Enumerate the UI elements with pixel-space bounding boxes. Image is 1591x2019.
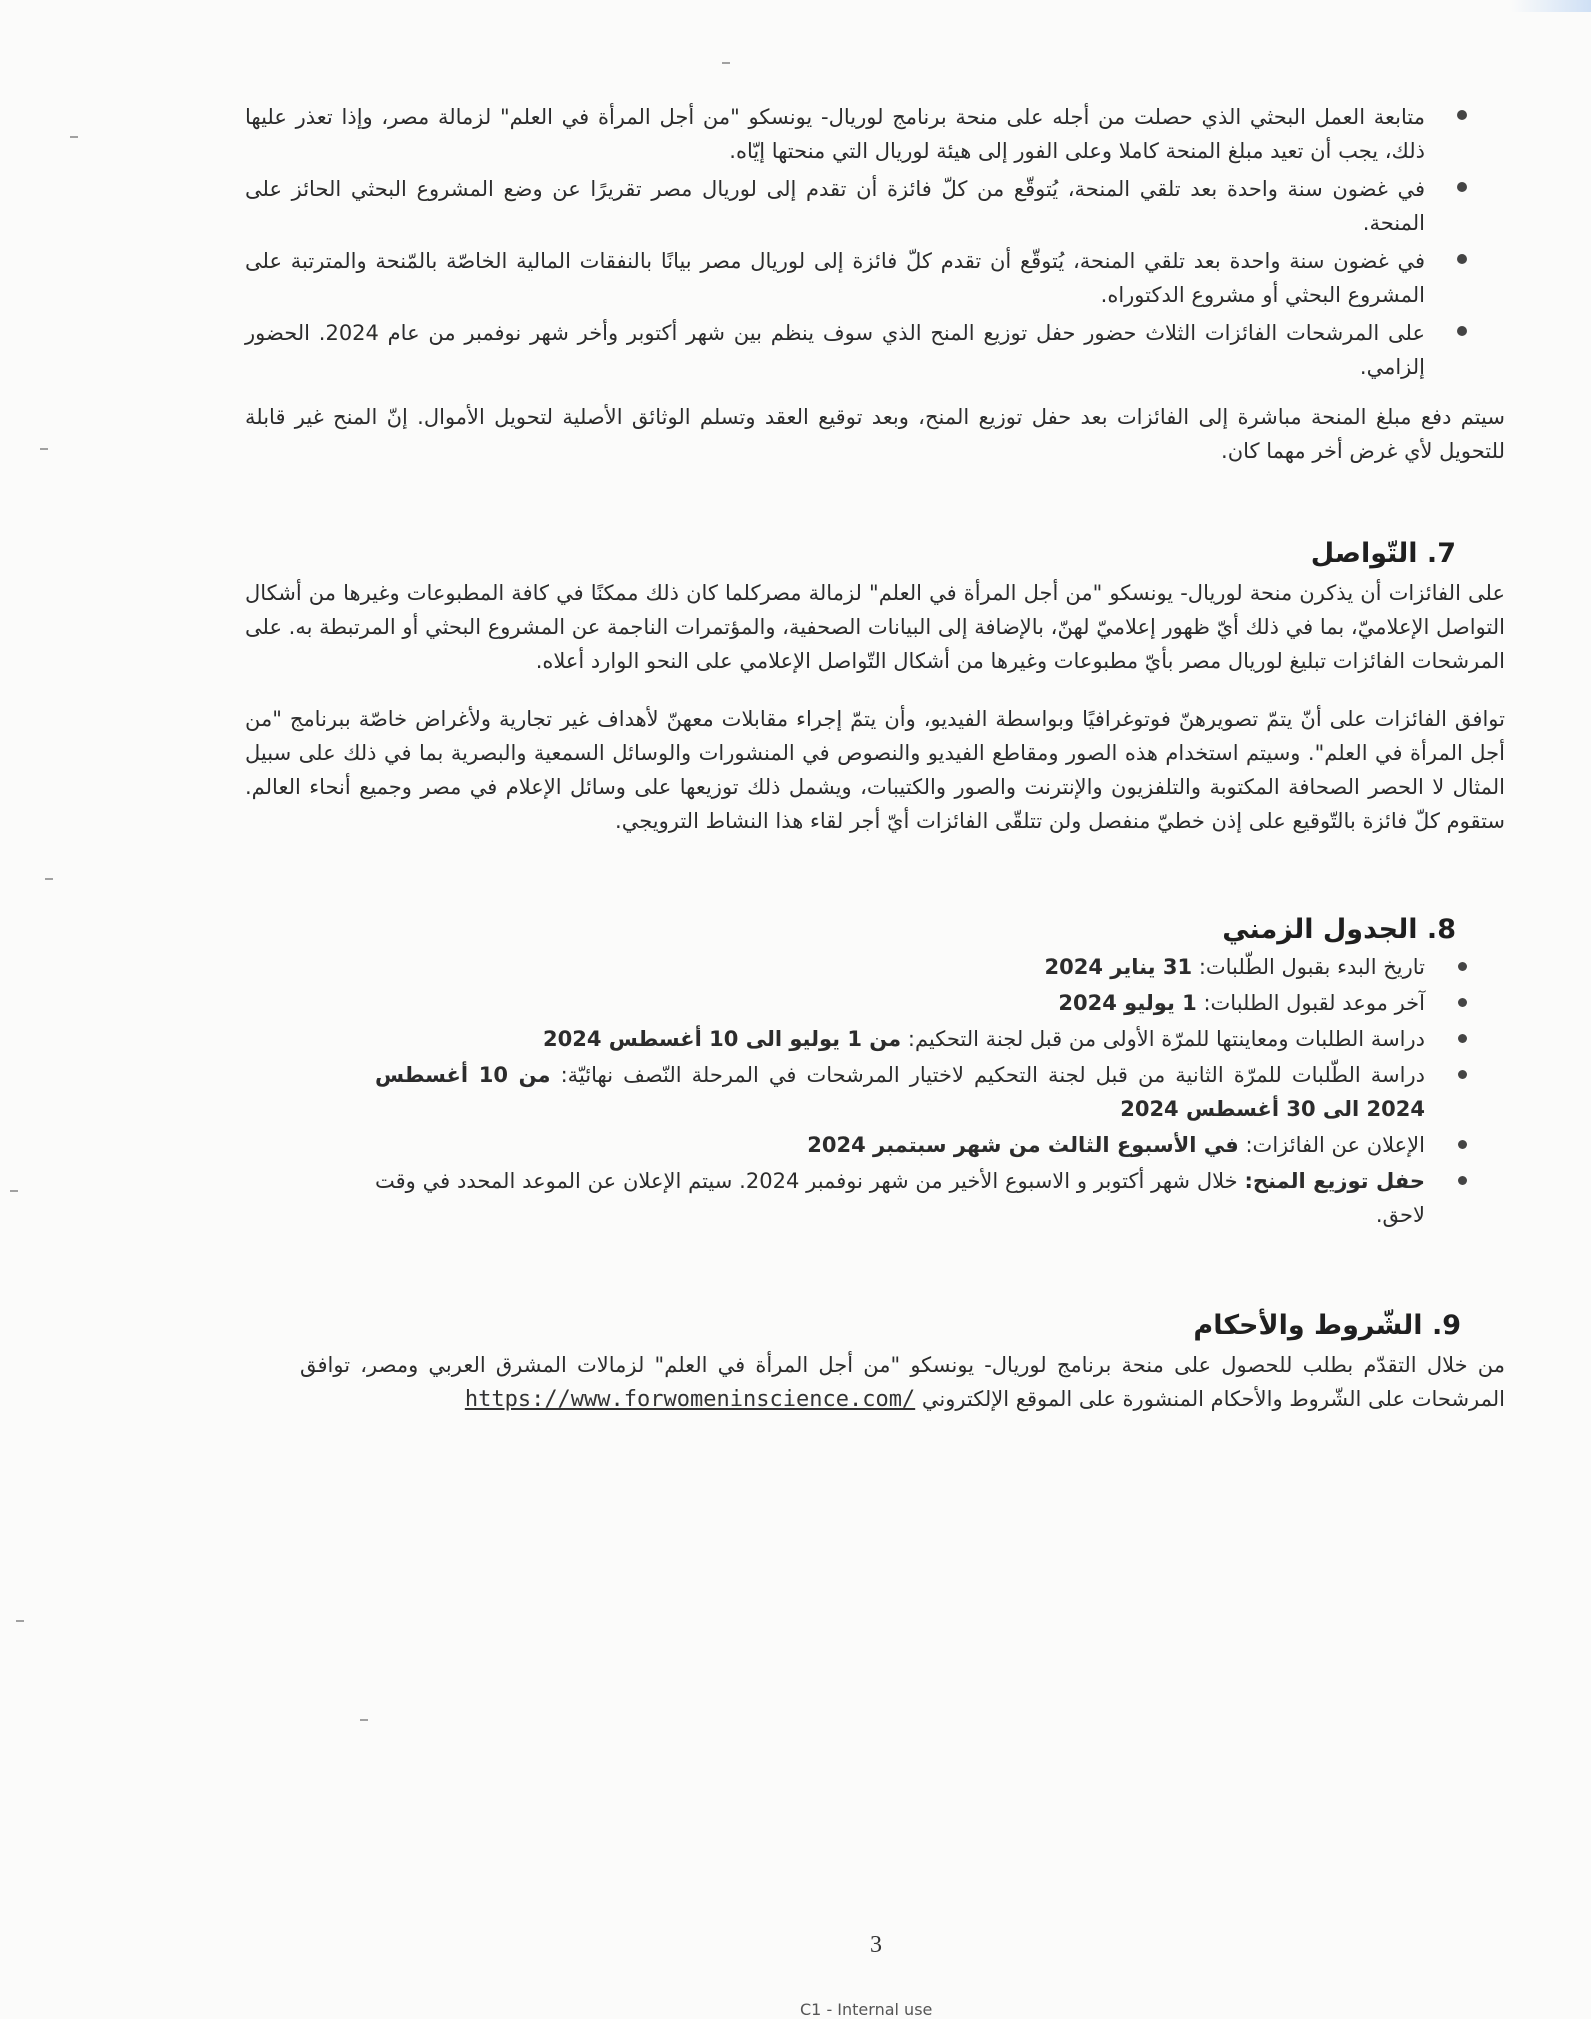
timeline-value: خلال شهر أكتوبر و الاسبوع الأخير من شهر نوفمبر 2024. سيتم الإعلان عن الموعد المحدد في وقت لاحق. [375,1169,1425,1227]
bullet-icon [1457,110,1467,120]
bullet-icon [1458,1034,1467,1043]
timeline-item [375,1128,1425,1162]
list-item-text: في غضون سنة واحدة بعد تلقي المنحة، يُتوقّع أن تقدم كلّ فائزة إلى لوريال مصر بيانًا بالنفقات المالية الخاصّة بالمّنحة والمترتبة على المشروع البحثي أو مشروع الدكتوراه. [245,249,1425,307]
timeline-item [375,986,1425,1020]
section-8-heading: 8. الجدول الزمني [1222,914,1456,945]
section-7-paragraph-2: توافق الفائزات على أنّ يتمّ تصويرهنّ فوتوغرافيًا وبواسطة الفيديو، وأن يتمّ إجراء مقابلات معهنّ لأهداف غير تجارية ولأغراض خاصّة ببرنامج "من أجل المرأة في العلم". وسيتم استخدام هذه الصور ومقاطع الفيديو والنصوص في المنشورات والوسائل السمعية والبصرية بما في ذلك على سبيل المثال لا الحصر الصحافة المكتوبة والتلفزيون والإنترنت والصور والكتيبات، ويشمل ذلك توزيعها على وسائل الإعلام في مصر وجميع أنحاء العالم. ستقوم كلّ فائزة بالتّوقيع على إذن خطيّ منفصل ولن تتلقّى الفائزات أيّ أجر لقاء هذا النشاط الترويجي. [245,707,1505,833]
bullet-icon [1458,1070,1467,1079]
timeline-label: تاريخ البدء بقبول الطّلبات: [1198,955,1425,979]
timeline-list [375,950,1425,1234]
timeline-item [375,1164,1425,1232]
timeline-label: الإعلان عن الفائزات: [1245,1133,1425,1157]
section-7-heading: 7. التّواصل [1310,538,1456,569]
list-item [245,316,1425,384]
section-9-heading: 9. الشّروط والأحكام [1193,1310,1461,1341]
timeline-item [375,950,1425,984]
timeline-label: حفل توزيع المنح: [1244,1169,1425,1193]
timeline-item [375,1022,1425,1056]
list-item [245,172,1425,240]
bullet-icon [1457,326,1467,336]
conditions-list [245,100,1425,388]
section-9-paragraph [300,1348,1505,1417]
bullet-icon [1457,182,1467,192]
website-link[interactable]: https://www.forwomeninscience.com/ [464,1387,916,1412]
bullet-icon [1457,254,1467,264]
classification-label: C1 - Internal use [800,2000,933,2019]
timeline-value: من 1 يوليو الى 10 أغسطس 2024 [543,1027,902,1051]
scan-speck [722,62,730,64]
page-number: 3 [870,1932,882,1958]
list-item [245,244,1425,312]
bullet-icon [1458,1140,1467,1149]
scan-speck [360,1719,368,1721]
scan-speck [16,1620,24,1622]
timeline-value: من 10 أغسطس 2024 الى 30 أغسطس 2024 [375,1063,1425,1121]
timeline-value: 1 يوليو 2024 [1058,991,1197,1015]
timeline-value: في الأسبوع الثالث من شهر سبتمبر 2024 [807,1133,1239,1157]
scan-speck [40,448,48,450]
timeline-value: 31 يناير 2024 [1044,955,1193,979]
timeline-label: دراسة الطّلبات للمرّة الثانية من قبل لجنة التحكيم لاختيار المرشحات في المرحلة النّصف نهائيّة: [560,1063,1425,1087]
list-item-text: في غضون سنة واحدة بعد تلقي المنحة، يُتوقّع من كلّ فائزة أن تقدم إلى لوريال مصر تقريرًا عن وضع المشروع البحثي الحائز على المنحة. [245,177,1425,235]
timeline-label: دراسة الطلبات ومعاينتها للمرّة الأولى من قبل لجنة التحكيم: [907,1027,1425,1051]
scan-corner-shadow [1511,0,1591,12]
scan-speck [70,136,78,138]
bullet-icon [1458,1176,1467,1185]
bullet-icon [1458,962,1467,971]
list-item [245,100,1425,168]
list-item-text: متابعة العمل البحثي الذي حصلت من أجله على منحة برنامج لوريال- يونسكو "من أجل المرأة في العلم" لزمالة مصر، وإذا تعذر عليها ذلك، يجب أن تعيد مبلغ المنحة كاملا وعلى الفور إلى هيئة لوريال التي منحتها إيّاه. [245,105,1425,163]
bullet-icon [1458,998,1467,1007]
scan-speck [45,878,53,880]
section-7-paragraph-1: على الفائزات أن يذكرن منحة لوريال- يونسكو "من أجل المرأة في العلم" لزمالة مصركلما كان ذلك ممكنًا في كافة المطبوعات وغيرها من أشكال التواصل الإعلاميّ، بما في ذلك أيّ ظهور إعلاميّ لهنّ، بالإضافة إلى البيانات الصحفية، والمؤتمرات الناجمة عن المشروع البحثي أو المرتبطة به. على المرشحات الفائزات تبليغ لوريال مصر بأيّ مطبوعات وغيرها من أشكال التّواصل الإعلامي على النحو الوارد أعلاه. [245,581,1505,673]
payment-paragraph: سيتم دفع مبلغ المنحة مباشرة إلى الفائزات بعد حفل توزيع المنح، وبعد توقيع العقد وتسلم الوثائق الأصلية لتحويل الأموال. إنّ المنح غير قابلة للتحويل لأي غرض أخر مهما كان. [245,405,1505,463]
timeline-label: آخر موعد لقبول الطلبات: [1203,991,1425,1015]
list-item-text: على المرشحات الفائزات الثلاث حضور حفل توزيع المنح الذي سوف ينظم بين شهر أكتوبر وأخر شهر نوفمبر من عام 2024. الحضور إلزامي. [245,321,1425,379]
timeline-item [375,1058,1425,1126]
scan-speck [10,1190,18,1192]
section-9-text: من خلال التقدّم بطلب للحصول على منحة برنامج لوريال- يونسكو "من أجل المرأة في العلم" لزمالات المشرق العربي ومصر، توافق المرشحات على الشّروط والأحكام المنشورة على الموقع الإلكتروني [300,1353,1505,1411]
